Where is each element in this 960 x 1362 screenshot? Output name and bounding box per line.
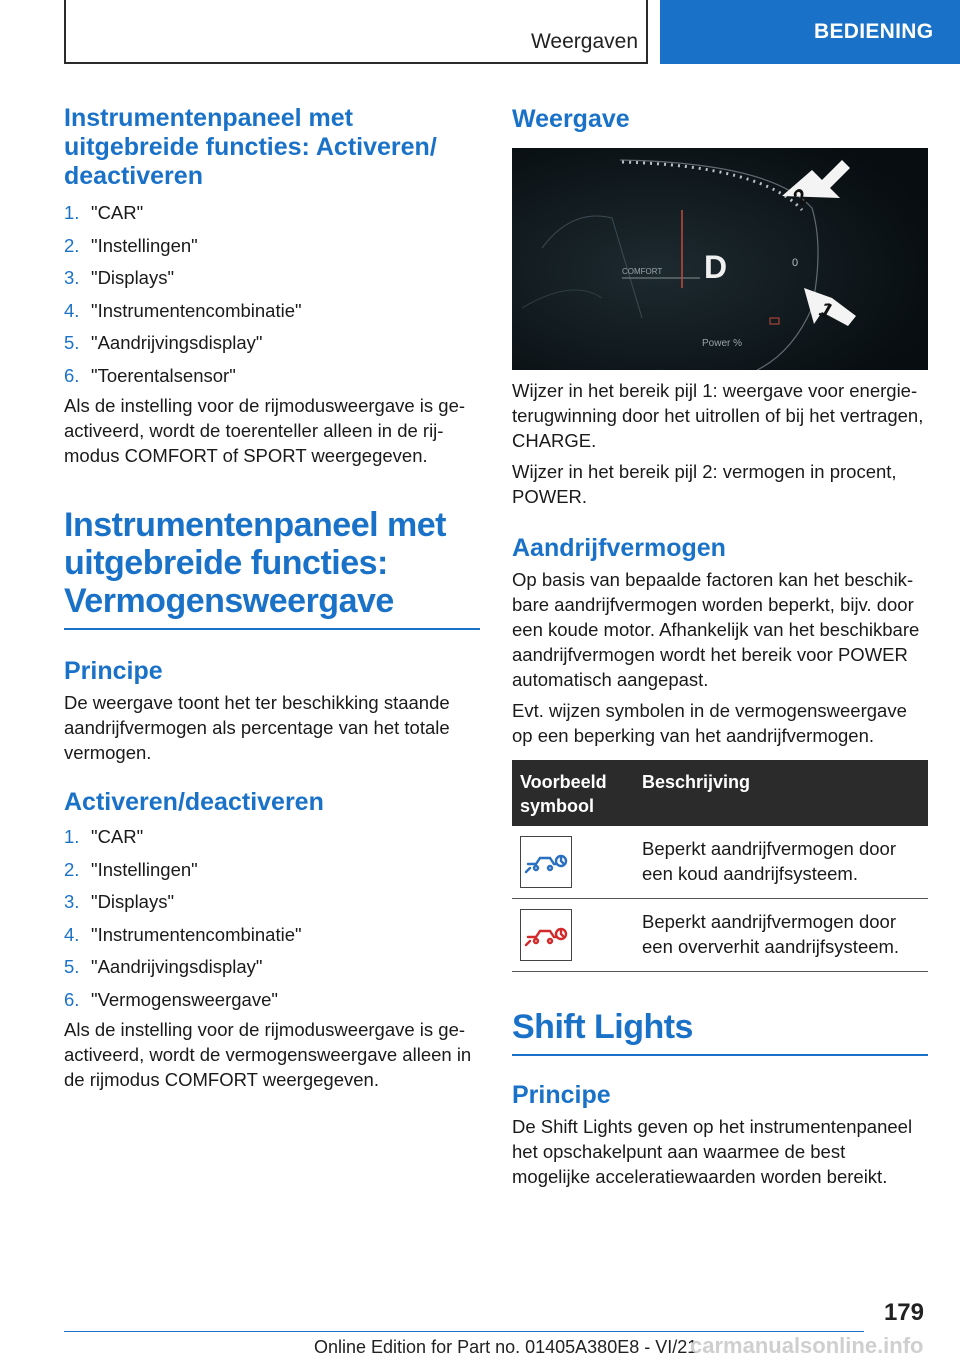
paragraph: Wijzer in het bereik pijl 1: weergave voor energieterugwinning door het uitrollen of bij het vertragen, CHARGE. — [512, 380, 924, 451]
gear-label: D — [704, 249, 728, 285]
description-cell: Beperkt aandrijfvermogen door een koud aandrijfsysteem. — [634, 826, 928, 899]
right-column — [512, 104, 928, 1189]
list-item: 3. "Displays" — [64, 891, 175, 912]
table-header-row — [512, 760, 928, 826]
heading-rule — [64, 628, 480, 630]
heading-rule — [512, 1054, 928, 1056]
watermark: carmanualsonline.info — [690, 1333, 924, 1358]
power-label: Power % — [702, 338, 743, 349]
heading-principe-shift: Principe — [512, 1081, 611, 1109]
symbol-table — [512, 760, 928, 972]
paragraph: Wijzer in het bereik pijl 2: vermogen in procent, POWER. — [512, 461, 897, 507]
table-row — [512, 826, 928, 899]
footer-edition: Online Edition for Part no. 01405A380E8 - VI/21 — [314, 1337, 698, 1357]
list-item: 1. "CAR" — [64, 202, 144, 223]
hot-drive-icon — [520, 909, 572, 961]
description-cell: Beperkt aandrijfvermogen door een oververhit aandrijfsysteem. — [634, 899, 928, 972]
table-row — [512, 899, 928, 972]
paragraph: Als de instelling voor de rijmodusweergave is geactiveerd, wordt de toerenteller alleen in de rijmodus COMFORT of SPORT weergegeven. — [64, 395, 466, 466]
list-item: 3. "Displays" — [64, 267, 175, 288]
page-number: 179 — [883, 1299, 924, 1326]
list-item: 4. "Instrumentencombinatie" — [64, 299, 302, 321]
left-column — [64, 104, 480, 1092]
list-item: 2. "Instellingen" — [64, 858, 198, 880]
list-item: 5. "Aandrijvingsdisplay" — [64, 956, 263, 977]
list-item: 6. "Toerentalsensor" — [64, 364, 236, 386]
list-item: 1. "CAR" — [64, 826, 144, 847]
heading-weergave: Weergave — [512, 105, 630, 133]
steps-list-1 — [64, 197, 480, 392]
paragraph: Als de instelling voor de rijmodusweergave is geactiveerd, wordt de vermogensweergave alleen in de rijmodus COMFORT weergegeven. — [64, 1019, 472, 1090]
column-header-description: Beschrijving — [634, 760, 928, 826]
heading-activeren: Instrumentenpaneel met uitgebreide functies: Activeren/ deactiveren — [64, 104, 437, 190]
paragraph: De Shift Lights geven op het instrumentenpaneel het opschakelpunt aan waarmee de best mogelijke acceleratiewaarden worden bereikt. — [512, 1116, 913, 1187]
zero-label: 0 — [792, 257, 799, 269]
column-header-symbol: Voorbeeld symbool — [512, 760, 634, 826]
list-item: 4. "Instrumentencombinatie" — [64, 923, 302, 945]
cold-drive-icon — [520, 836, 572, 888]
power-display-figure — [512, 148, 928, 370]
list-item: 2. "Instellingen" — [64, 234, 198, 256]
instrument-cluster-image — [512, 148, 928, 370]
header-tab[interactable]: BEDIENING — [660, 0, 960, 64]
heading-principe: Principe — [64, 657, 163, 685]
paragraph: Evt. wijzen symbolen in de vermogensweergave op een beperking van het aandrijfvermogen. — [512, 700, 907, 746]
list-item: 6. "Vermogensweergave" — [64, 988, 278, 1010]
heading-shift-lights: Shift Lights — [512, 1008, 693, 1046]
mode-label: COMFORT — [622, 267, 663, 276]
footer-rule — [64, 1331, 864, 1332]
paragraph: De weergave toont het ter beschikking staande aandrijfvermogen als percentage van het totale vermogen. — [64, 692, 450, 763]
svg-text:2: 2 — [788, 182, 814, 211]
heading-activeren-deactiveren: Activeren/deactiveren — [64, 788, 324, 816]
heading-vermogensweergave: Instrumentenpaneel met uitgebreide functies: Vermogensweergave — [64, 506, 446, 620]
header-section: Weergaven — [530, 30, 638, 53]
list-item: 5. "Aandrijvingsdisplay" — [64, 332, 263, 353]
steps-list-2 — [64, 821, 480, 1016]
paragraph: Op basis van bepaalde factoren kan het beschikbare aandrijfvermogen worden beperkt, bijv. door een koude motor. Afhankelijk van het beschikbare aandrijfvermogen wordt het bereik voor POWER automatisch aangepast. — [512, 569, 920, 690]
heading-aandrijfvermogen: Aandrijfvermogen — [512, 534, 726, 562]
svg-text:1: 1 — [814, 296, 838, 325]
